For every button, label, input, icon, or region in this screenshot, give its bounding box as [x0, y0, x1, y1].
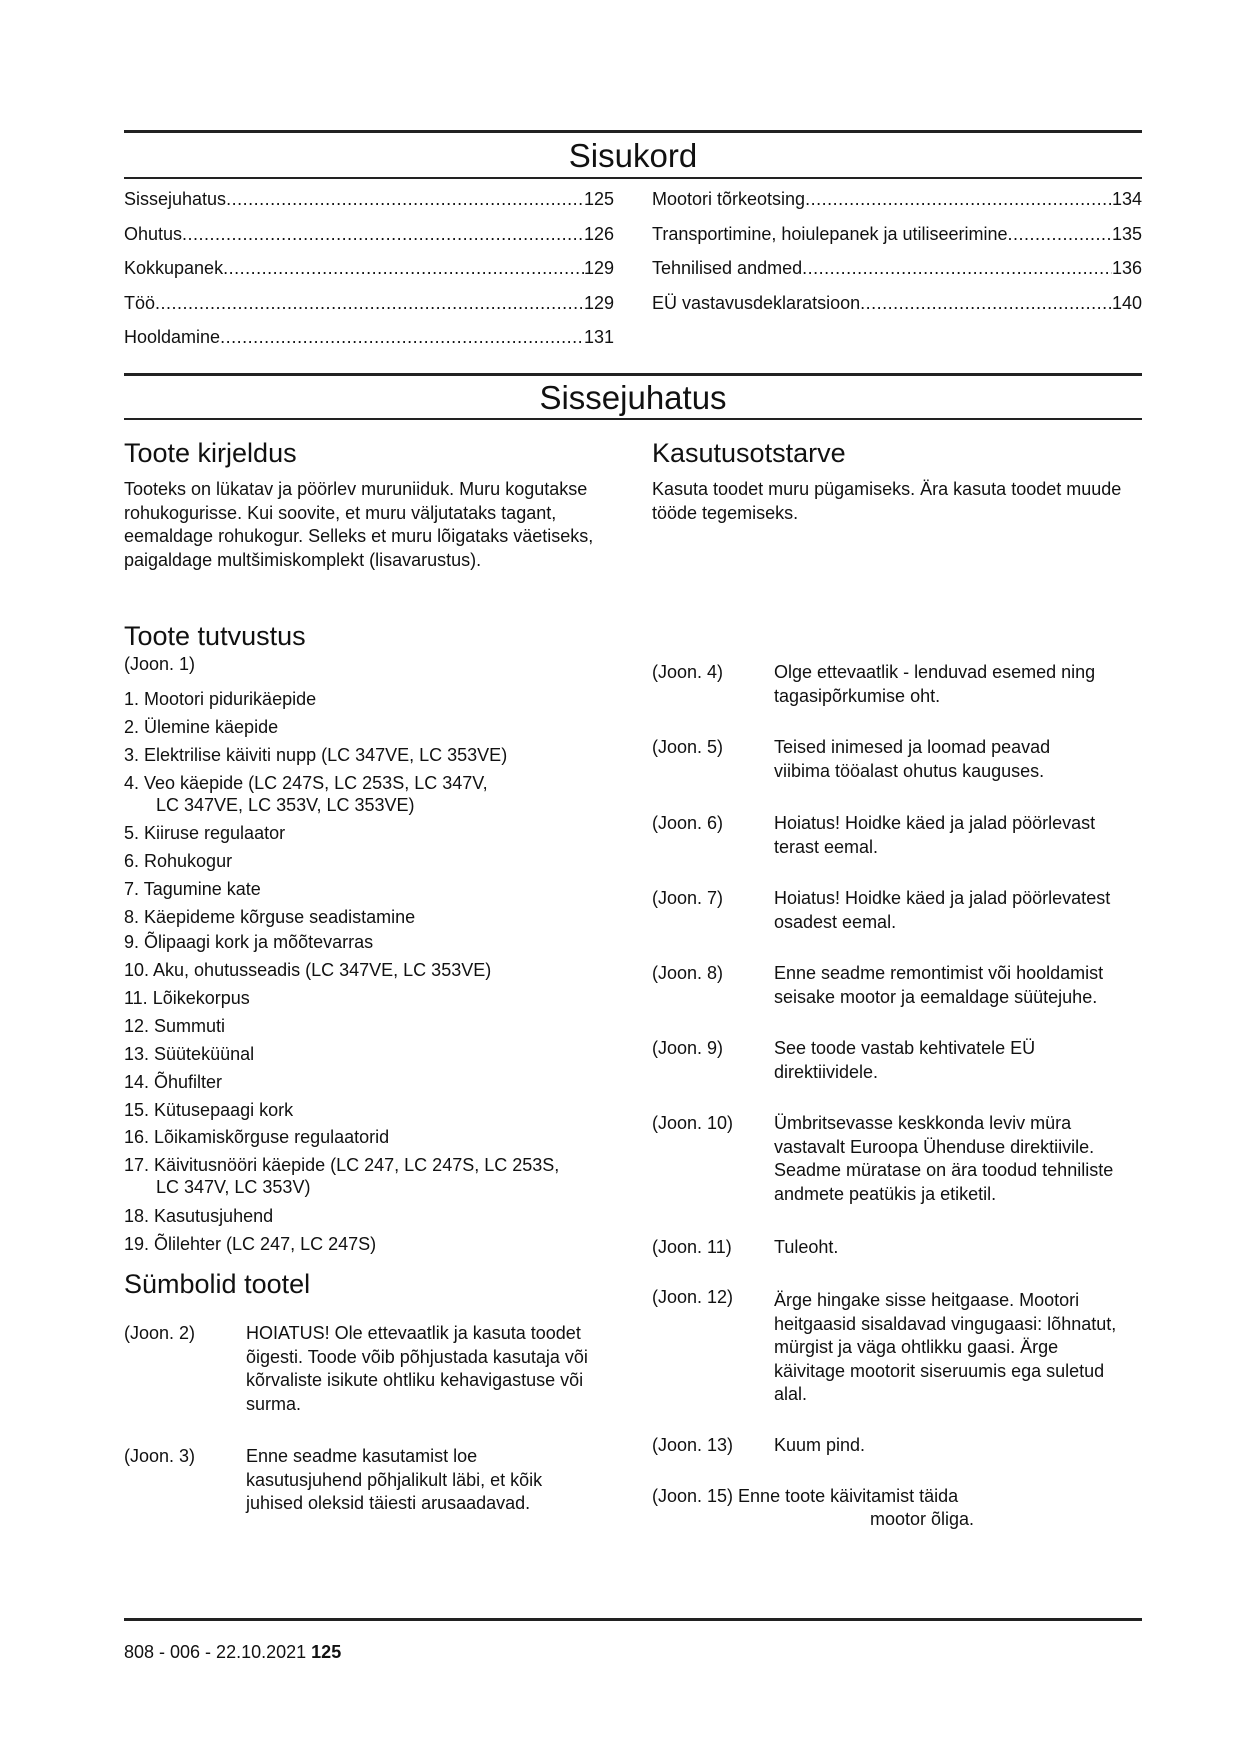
- description-text: Tooteks on lükatav ja pöörlev muruniiduk. Muru kogutakse rohukogurisse. Kui soovite, et muru väljutataks tagant, eemaldage rohukogur. Selleks et muru lõigataks väetiseks, paigaldage multšimiskomplekt (lisavarustus).: [124, 479, 594, 570]
- symbol-ref: (Joon. 5): [652, 737, 724, 757]
- symbol-ref: (Joon. 12): [652, 1287, 734, 1307]
- list-item: 1. Mootori pidurikäepide: [124, 689, 317, 709]
- intro-top-rule: [124, 373, 1142, 376]
- intended-use-heading: Kasutusotstarve: [652, 438, 846, 468]
- toc-top-rule: [124, 130, 1142, 133]
- symbol-text: HOIATUS! Ole ettevaatlik ja kasuta toodet õigesti. Toode võib põhjustada kasutaja või kõrvaliste isikute ohtliku kehavigastuse või surma.: [246, 1323, 588, 1414]
- toc-entry[interactable]: Sissejuhatus ..... 125: [124, 189, 614, 224]
- list-item: 15. Kütusepaagi kork: [124, 1100, 294, 1120]
- symbol-text: Teised inimesed ja loomad peavad viibima tööalast ohutus kauguses.: [774, 737, 1051, 781]
- toc-entry[interactable]: Kokkupanek ..... 129: [124, 258, 614, 293]
- toc-title: Sisukord: [568, 137, 698, 174]
- list-item: 3. Elektrilise käiviti nupp (LC 347VE, LC 353VE): [124, 745, 508, 765]
- overview-ref: (Joon. 1): [124, 654, 196, 674]
- toc-left-column: [124, 189, 614, 362]
- symbol-text: Hoiatus! Hoidke käed ja jalad pöörlevast terast eemal.: [774, 813, 1096, 857]
- list-item: 17. Käivitusnööri käepide (LC 247, LC 247S, LC 253S, LC 347V, LC 353V): [124, 1155, 560, 1197]
- symbol-text: Olge ettevaatlik - lenduvad esemed ning tagasipõrkumise oht.: [774, 662, 1096, 706]
- toc-right-column: [652, 189, 1142, 327]
- list-item: 13. Süüteküünal: [124, 1044, 255, 1064]
- symbol-ref: (Joon. 13): [652, 1435, 734, 1455]
- symbol-text: Hoiatus! Hoidke käed ja jalad pöörlevatest osadest eemal.: [774, 888, 1111, 932]
- toc-entry[interactable]: EÜ vastavusdeklaratsioon ..... 140: [652, 293, 1142, 328]
- symbol-text: Enne seadme remontimist või hooldamist seisake mootor ja eemaldage süütejuhe.: [774, 963, 1104, 1007]
- list-item: 14. Õhufilter: [124, 1072, 223, 1092]
- symbol-text: Ärge hingake sisse heitgaase. Mootori heitgaasid sisaldavad vingugaasi: lõhnatut, mürgist ja väga ohtlikku gaasi. Ärge käivitage mootorit siseruumis ega suletud alal.: [774, 1290, 1117, 1404]
- symbol-text: Ümbritsevasse keskkonda leviv müra vastavalt Euroopa Ühenduse direktiivile. Seadme müratase on ära toodud tehniliste andmete peatükis ja etiketil.: [774, 1113, 1114, 1204]
- toc-entry[interactable]: Mootori tõrkeotsing ..... 134: [652, 189, 1142, 224]
- overview-heading: Toote tutvustus: [124, 621, 306, 651]
- footer-rule: [124, 1618, 1142, 1621]
- intended-use-text: Kasuta toodet muru pügamiseks. Ära kasuta toodet muude tööde tegemiseks.: [652, 479, 1122, 523]
- symbols-heading: Sümbolid tootel: [124, 1269, 311, 1299]
- symbol-ref: (Joon. 3): [124, 1446, 196, 1466]
- symbol-ref: (Joon. 11): [652, 1237, 732, 1257]
- list-item: 12. Summuti: [124, 1016, 226, 1036]
- symbol-ref: (Joon. 10): [652, 1113, 734, 1133]
- toc-entry[interactable]: Töö ..... 129: [124, 293, 614, 328]
- symbol-ref: (Joon. 6): [652, 813, 724, 833]
- symbol-text-line2: mootor õliga.: [870, 1509, 975, 1529]
- toc-entry[interactable]: Tehnilised andmed ..... 136: [652, 258, 1142, 293]
- intro-title: Sissejuhatus: [539, 379, 727, 416]
- intro-bottom-rule: [124, 418, 1142, 420]
- list-item: 2. Ülemine käepide: [124, 717, 279, 737]
- symbol-ref: (Joon. 7): [652, 888, 724, 908]
- footer-code: 808 - 006 - 22.10.2021: [124, 1642, 307, 1662]
- symbol-text: Tuleoht.: [774, 1237, 839, 1257]
- symbol-ref: (Joon. 8): [652, 963, 724, 983]
- description-heading: Toote kirjeldus: [124, 438, 297, 468]
- symbol-ref: (Joon. 2): [124, 1323, 196, 1343]
- page-number: 125: [311, 1642, 342, 1662]
- symbol-text: Enne seadme kasutamist loe kasutusjuhend põhjalikult läbi, et kõik juhised oleksid täiesti arusaadavad.: [246, 1446, 543, 1513]
- list-item: 5. Kiiruse regulaator: [124, 823, 286, 843]
- list-item: 7. Tagumine kate: [124, 879, 261, 899]
- symbol-text-line1: (Joon. 15) Enne toote käivitamist täida: [652, 1486, 959, 1506]
- list-item: 19. Õlilehter (LC 247, LC 247S): [124, 1234, 377, 1254]
- toc-entry[interactable]: Ohutus ..... 126: [124, 224, 614, 259]
- list-item: 10. Aku, ohutusseadis (LC 347VE, LC 353VE): [124, 960, 492, 980]
- symbol-ref: (Joon. 4): [652, 662, 724, 682]
- list-item: 16. Lõikamiskõrguse regulaatorid: [124, 1127, 390, 1147]
- toc-bottom-rule: [124, 177, 1142, 179]
- footer: [124, 1642, 341, 1663]
- symbol-ref: (Joon. 9): [652, 1038, 724, 1058]
- symbol-text: See toode vastab kehtivatele EÜ direktiividele.: [774, 1038, 1036, 1082]
- toc-entry[interactable]: Transportimine, hoiulepanek ja utiliseerimine ..... 135: [652, 224, 1142, 259]
- symbol-text: Kuum pind.: [774, 1435, 866, 1455]
- list-item: 11. Lõikekorpus: [124, 988, 250, 1008]
- toc-entry[interactable]: Hooldamine ..... 131: [124, 327, 614, 362]
- list-item: 4. Veo käepide (LC 247S, LC 253S, LC 347V, LC 347VE, LC 353V, LC 353VE): [124, 773, 488, 815]
- list-item: 9. Õlipaagi kork ja mõõtevarras: [124, 932, 374, 952]
- list-item: 6. Rohukogur: [124, 851, 233, 871]
- list-item: 18. Kasutusjuhend: [124, 1206, 274, 1226]
- list-item: 8. Käepideme kõrguse seadistamine: [124, 907, 416, 927]
